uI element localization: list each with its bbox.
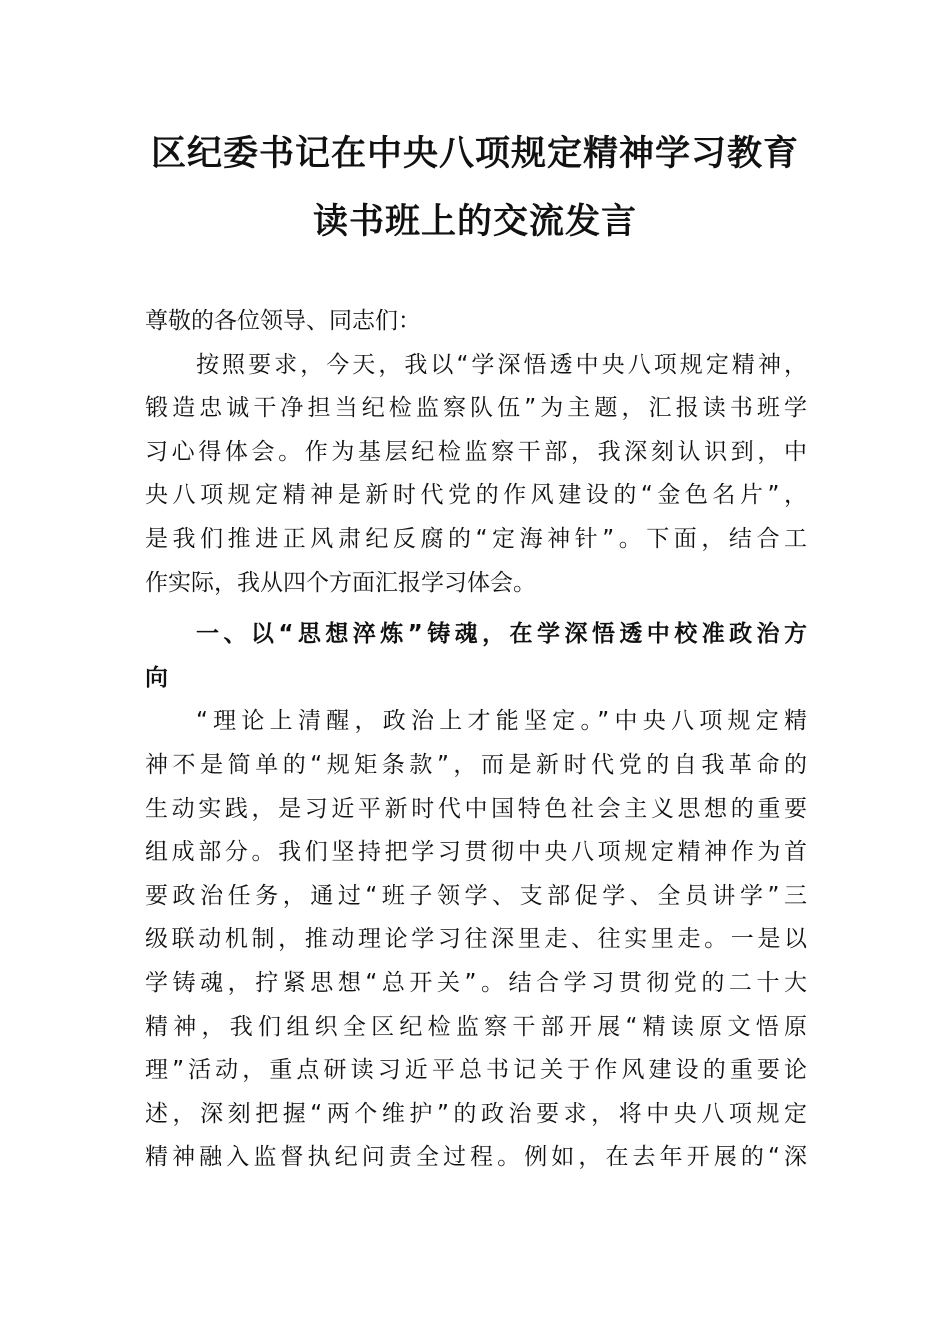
paragraph-line: 作实际，我从四个方面汇报学习体会。 bbox=[145, 569, 536, 596]
paragraph-line: 组成部分。我们坚持把学习贯彻中央八项规定精神作为首 bbox=[145, 839, 807, 866]
paragraph-line: 按照要求，今天，我以“学深悟透中央八项规定精神， bbox=[196, 351, 807, 378]
paragraph-line: 要政治任务，通过“班子领学、支部促学、全员讲学”三 bbox=[145, 882, 807, 909]
document-title-line-2: 读书班上的交流发言 bbox=[312, 201, 637, 242]
paragraph-line: 央八项规定精神是新时代党的作风建设的“金色名片”， bbox=[145, 482, 807, 509]
paragraph-line: 理”活动，重点研读习近平总书记关于作风建设的重要论 bbox=[145, 1057, 807, 1084]
document-title-line-1: 区纪委书记在中央八项规定精神学习教育 bbox=[150, 133, 799, 174]
paragraph-line: 锻造忠诚干净担当纪检监察队伍”为主题，汇报读书班学 bbox=[145, 395, 807, 422]
paragraph-line: 精神，我们组织全区纪检监察干部开展“精读原文悟原 bbox=[145, 1013, 807, 1040]
section-heading-line: 向 bbox=[145, 664, 168, 691]
paragraph-line: 神不是简单的“规矩条款”，而是新时代党的自我革命的 bbox=[145, 751, 807, 778]
section-heading-line: 一、以“思想淬炼”铸魂，在学深悟透中校准政治方 bbox=[196, 621, 807, 648]
paragraph-line: 学铸魂，拧紧思想“总开关”。结合学习贯彻党的二十大 bbox=[145, 969, 807, 996]
paragraph-line: 级联动机制，推动理论学习往深里走、往实里走。一是以 bbox=[145, 926, 807, 953]
paragraph-line: 是我们推进正风肃纪反腐的“定海神针”。下面，结合工 bbox=[145, 525, 807, 552]
paragraph-line: “理论上清醒，政治上才能坚定。”中央八项规定精 bbox=[196, 708, 807, 735]
paragraph-line: 生动实践，是习近平新时代中国特色社会主义思想的重要 bbox=[145, 795, 807, 822]
paragraph-line: 述，深刻把握“两个维护”的政治要求，将中央八项规定 bbox=[145, 1100, 807, 1127]
paragraph-line: 习心得体会。作为基层纪检监察干部，我深刻认识到，中 bbox=[145, 438, 807, 465]
paragraph-line: 精神融入监督执纪问责全过程。例如，在去年开展的“深 bbox=[145, 1144, 807, 1171]
paragraph-line: 尊敬的各位领导、同志们： bbox=[145, 308, 421, 334]
document-body bbox=[145, 300, 807, 1180]
